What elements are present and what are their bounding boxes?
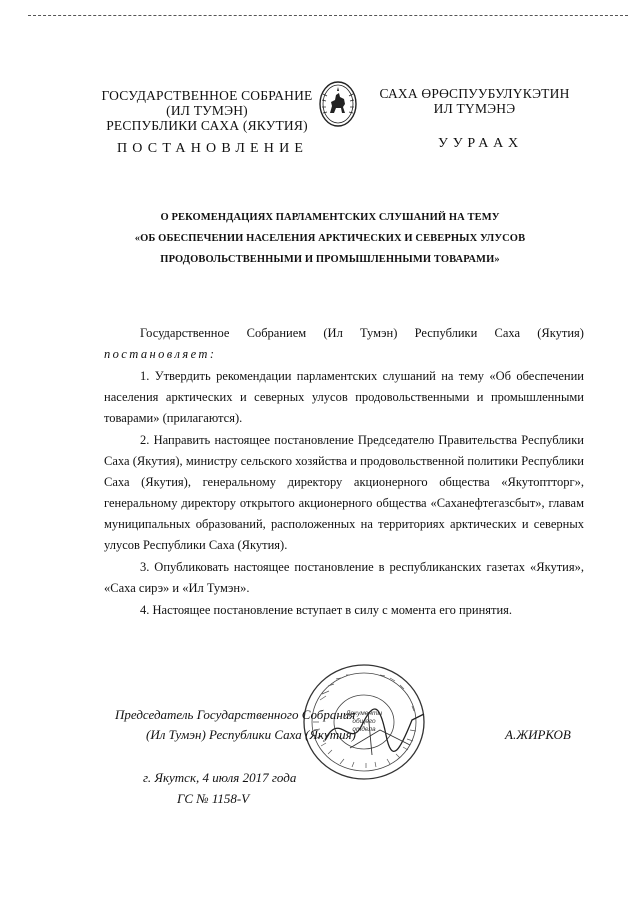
paragraph-1: 1. Утвердить рекомендации парламентских слушаний на тему «Об обеспечении населения арктических и северных улусов продовольственными и промышленными товарами» (прилагаются). [104,369,584,425]
issuer-yakut-line-1: САХА ӨРӨСПУУБУЛҮКЭТИН [379,86,570,101]
stamp-text-line-1: Документы [345,710,383,717]
title-line-2: «ОБ ОБЕСПЕЧЕНИИ НАСЕЛЕНИЯ АРКТИЧЕСКИХ И СЕВЕРНЫХ УЛУСОВ [134,233,526,244]
doc-type-russian: ПОСТАНОВЛЕНИЕ [117,141,309,156]
title-line-1: О РЕКОМЕНДАЦИЯХ ПАРЛАМЕНТСКИХ СЛУШАНИЙ НА ТЕМУ [160,212,500,223]
place-and-date: г. Якутск, 4 июля 2017 года [143,770,297,785]
issuer-line-1: ГОСУДАРСТВЕННОЕ СОБРАНИЕ [101,88,313,103]
document-body [104,323,584,621]
paragraph-4: 4. Настоящее постановление вступает в силу с момента его принятия. [140,603,513,617]
intro-word: (Якутия) [537,326,584,340]
issuer-line-2: (ИЛ ТУМЭН) [166,103,248,118]
intro-word: Республики [414,326,478,340]
intro-word: Государственное [140,326,230,340]
doc-type-yakut: УУРААХ [438,136,523,151]
decree-word: постановляет: [104,347,217,361]
paragraph-2: 2. Направить настоящее постановление Председателю Правительства Республики Саха (Якутия), министру сельского хозяйства и продовольственной политики Республики Саха (Якутия), генеральному директору акционерного общества «Якутоптторг», генеральному директору открытого акционерного общества «Саханефтегазсбыт», главам муниципальных образований, расположенных на территориях арктических и северных улусов Республики Саха (Якутия). [104,433,584,552]
intro-word: (Ил [323,326,343,340]
issuer-yakut-line-2: ИЛ ТҮМЭНЭ [433,101,516,116]
issuer-name-russian [82,88,332,133]
paragraph-3: 3. Опубликовать настоящее постановление в республиканских газетах «Якутия», «Саха сирэ» и «Ил Тумэн». [104,560,584,595]
signatory-position-line-2: (Ил Тумэн) Республики Саха (Якутия) [146,727,356,742]
issuer-name-yakut [372,86,577,116]
title-line-3: ПРОДОВОЛЬСТВЕННЫМИ И ПРОМЫШЛЕННЫМИ ТОВАРАМИ» [160,254,500,265]
stamp-text-line-2: общего [352,718,376,725]
intro-word: Тумэн) [360,326,398,340]
signatory-name: А.ЖИРКОВ [505,727,571,742]
top-perforation-line [28,15,628,16]
document-number: ГС № 1158-V [177,791,250,806]
document-title [110,207,550,270]
issuer-line-3: РЕСПУБЛИКИ САХА (ЯКУТИЯ) [106,118,308,133]
intro-line [104,323,584,344]
intro-word: Саха [494,326,521,340]
coat-of-arms-emblem [318,80,358,128]
stamp-text-line-3: отдела [352,726,376,733]
signatory-position-line-1: Председатель Государственного Собрания [115,707,356,722]
handwritten-signature [320,700,430,760]
intro-word: Собранием [246,326,307,340]
